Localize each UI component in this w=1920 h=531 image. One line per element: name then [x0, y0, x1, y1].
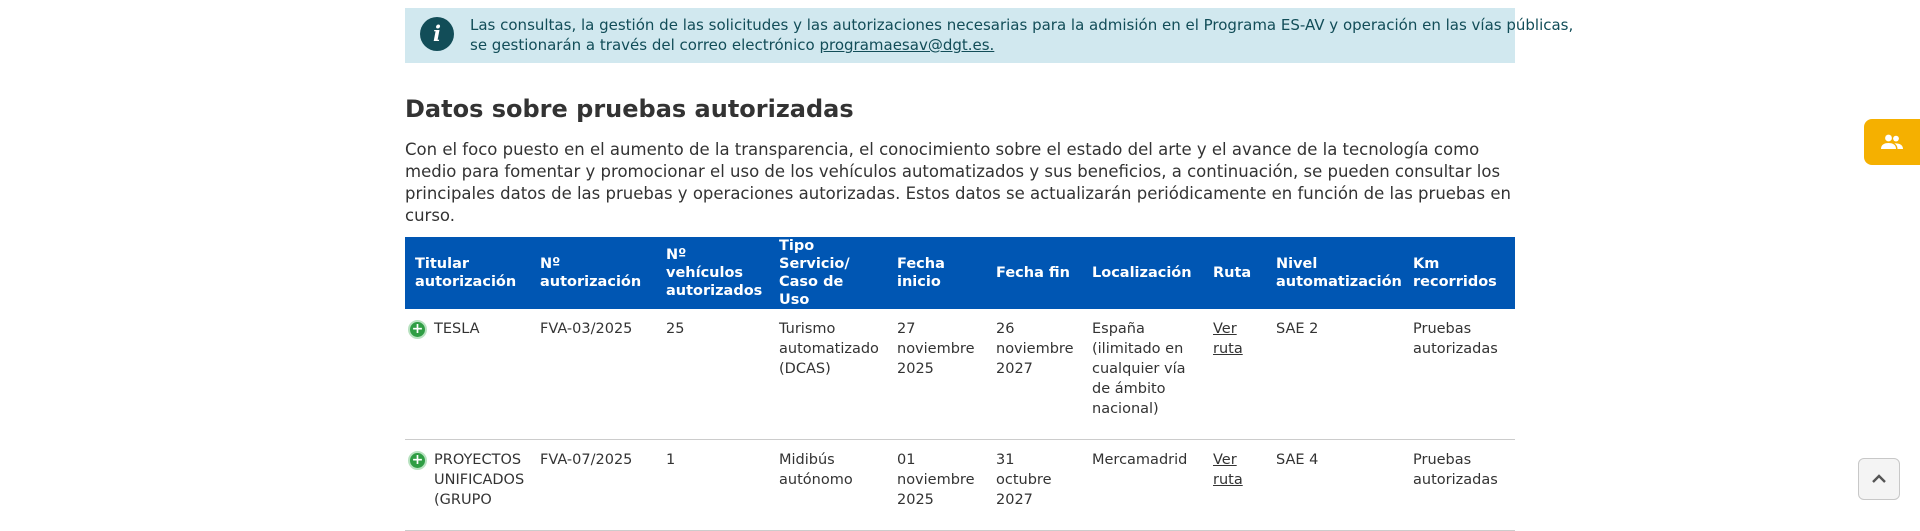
info-icon: i: [420, 17, 454, 51]
expand-plus-icon[interactable]: +: [408, 320, 427, 339]
header-fecha-fin: Fecha fin: [986, 237, 1082, 309]
cell-ruta: [1203, 440, 1266, 531]
cell-localizacion: España (ilimitado en cualquier vía de ámbito nacional): [1082, 309, 1203, 440]
header-km: Km recorridos: [1403, 237, 1515, 309]
titular-text: PROYECTOS UNIFICADOS (GRUPO: [434, 452, 525, 508]
header-titular: Titular autorización: [405, 237, 530, 309]
header-localizacion: Localización: [1082, 237, 1203, 309]
cell-vehiculos: 25: [656, 309, 769, 440]
cell-nivel: SAE 4: [1266, 440, 1403, 531]
cell-fecha-inicio: 27 noviembre 2025: [887, 309, 986, 440]
cell-fecha-fin: 26 noviembre 2027: [986, 309, 1082, 440]
info-notice-line2: [470, 35, 1495, 55]
table-header-row: [405, 237, 1515, 309]
cell-localizacion: Mercamadrid: [1082, 440, 1203, 531]
group-icon: [1880, 134, 1904, 150]
cell-km: Pruebas autorizadas: [1403, 440, 1515, 531]
cell-titular: [405, 440, 530, 531]
cell-km: Pruebas autorizadas: [1403, 309, 1515, 440]
header-vehiculos: Nº vehículos autorizados: [656, 237, 769, 309]
cell-fecha-fin: 31 octubre 2027: [986, 440, 1082, 531]
cell-fecha-inicio: 01 noviembre 2025: [887, 440, 986, 531]
expand-plus-icon[interactable]: +: [408, 451, 427, 470]
header-nivel: Nivel automatización: [1266, 237, 1403, 309]
cell-autorizacion: FVA-03/2025: [530, 309, 656, 440]
chevron-up-icon: [1872, 474, 1886, 484]
header-autorizacion: Nº autorización: [530, 237, 656, 309]
main-content: [405, 8, 1574, 508]
cell-titular: [405, 309, 530, 440]
scroll-to-top-button[interactable]: [1858, 458, 1900, 500]
cell-nivel: SAE 2: [1266, 309, 1403, 440]
header-tipo: Tipo Servicio/ Caso de Uso: [769, 237, 887, 309]
cell-autorizacion: FVA-07/2025: [530, 440, 656, 531]
table-row: [405, 309, 1515, 440]
email-link[interactable]: programaesav@dgt.es.: [819, 36, 995, 54]
header-fecha-inicio: Fecha inicio: [887, 237, 986, 309]
info-notice-line2-prefix: se gestionarán a través del correo electrónico: [470, 36, 820, 54]
info-notice-line1: Las consultas, la gestión de las solicitudes y las autorizaciones necesarias para la admisión en el Programa ES-AV y operación en las vías públicas,: [470, 16, 1574, 34]
side-contact-tab[interactable]: [1864, 119, 1920, 165]
cell-tipo: Midibús autónomo: [769, 440, 887, 531]
cell-tipo: Turismo automatizado (DCAS): [769, 309, 887, 440]
route-link[interactable]: Ver ruta: [1213, 321, 1243, 357]
titular-text: TESLA: [434, 321, 480, 337]
header-ruta: Ruta: [1203, 237, 1266, 309]
section-intro: Con el foco puesto en el aumento de la transparencia, el conocimiento sobre el estado del arte y el avance de la tecnología como medio para fomentar y promocionar el uso de los vehículos automatizados y sus beneficios, a continuación, se pueden consultar los principales datos de las pruebas y operaciones autorizadas. Estos datos se actualizarán periódicamente en función de las pruebas en curso.: [405, 140, 1511, 225]
section-title: Datos sobre pruebas autorizadas: [405, 95, 854, 123]
info-notice: [405, 8, 1574, 63]
info-notice-text: [470, 15, 1574, 55]
route-link[interactable]: Ver ruta: [1213, 452, 1243, 488]
table-row: [405, 440, 1515, 531]
authorized-tests-table: [405, 237, 1515, 531]
cell-vehiculos: 1: [656, 440, 769, 531]
cell-ruta: [1203, 309, 1266, 440]
